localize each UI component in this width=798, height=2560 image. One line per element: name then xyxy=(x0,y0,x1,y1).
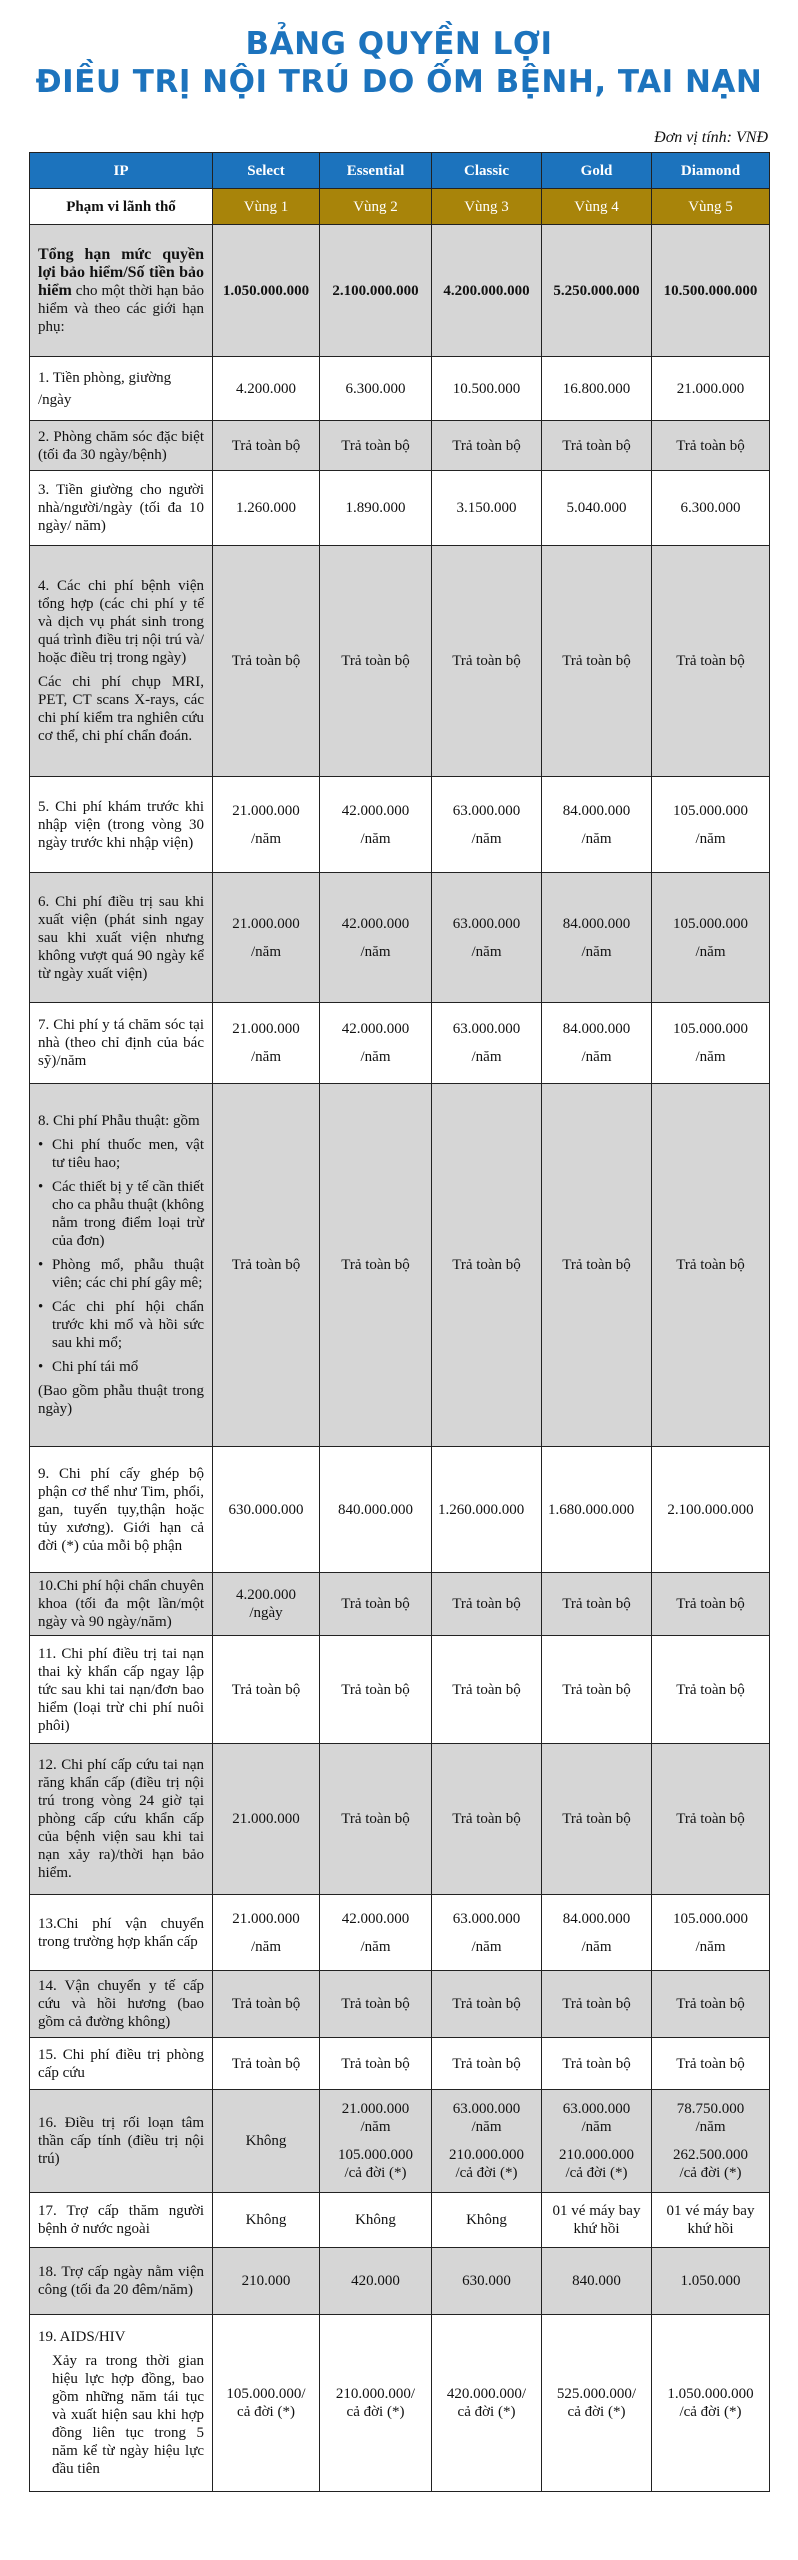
plan-header-diamond: Diamond xyxy=(652,153,770,189)
list-item xyxy=(38,1298,204,1352)
value-period: /năm xyxy=(695,830,726,847)
value-cell: Trả toàn bộ xyxy=(652,2038,770,2090)
value-period: /năm xyxy=(471,2119,502,2135)
region-cell: Vùng 2 xyxy=(320,189,432,225)
value-cell: Trả toàn bộ xyxy=(213,1084,320,1447)
value-cell xyxy=(432,777,542,873)
value-period: /năm xyxy=(695,1049,726,1065)
value-cell xyxy=(542,777,652,873)
value-period: /năm xyxy=(251,1938,281,1955)
value-cell xyxy=(320,2090,432,2193)
benefit-row-4 xyxy=(30,546,770,777)
value-cell: 10.500.000 xyxy=(432,357,542,421)
value-cell: Trả toàn bộ xyxy=(542,2038,652,2090)
row-label: 17. Trợ cấp thăm người bệnh ở nước ngoài xyxy=(30,2193,213,2248)
value-period: /năm xyxy=(251,943,281,960)
region-cell: Vùng 5 xyxy=(652,189,770,225)
value-cell xyxy=(320,1895,432,1971)
value-amount: 210.000.000/ xyxy=(335,2386,416,2402)
scope-label: Phạm vi lãnh thổ xyxy=(30,189,213,225)
row-label: 15. Chi phí điều trị phòng cấp cứu xyxy=(30,2038,213,2090)
plan-header-essential: Essential xyxy=(320,153,432,189)
value-cell: Trả toàn bộ xyxy=(213,421,320,471)
benefit-row-8 xyxy=(30,1084,770,1447)
value-period-lifetime: /cả đời (*) xyxy=(565,2165,628,2181)
value-amount: 42.000.000 xyxy=(341,915,410,932)
value-amount: 21.000.000 xyxy=(341,2101,410,2117)
value-period-lifetime: /cả đời (*) xyxy=(455,2165,518,2181)
value-cell: Trả toàn bộ xyxy=(432,546,542,777)
row-label: 6. Chi phí điều trị sau khi xuất viện (phát sinh ngay sau khi xuất viện nhưng không vượt quá 90 ngày kể từ ngày xuất viện) xyxy=(30,873,213,1003)
value-period-lifetime: /cả đời (*) xyxy=(344,2165,407,2181)
row-label-unit: /ngày xyxy=(38,391,72,408)
list-item xyxy=(38,1178,204,1250)
value-cell: 2.100.000.000 xyxy=(320,225,432,357)
benefit-row-2 xyxy=(30,421,770,471)
region-cell: Vùng 3 xyxy=(432,189,542,225)
row-label-detail: Xảy ra trong thời gian hiệu lực hợp đồng, bao gồm những năm tái tục và xuất hiện sau khi hợp đồng liên tục trong 5 năm kể từ ngày hiệu lực đầu tiên xyxy=(52,2353,204,2477)
value-cell: 5.250.000.000 xyxy=(542,225,652,357)
value-cell: 2.100.000.000 xyxy=(652,1447,770,1573)
value-cell xyxy=(213,2315,320,2492)
value-cell xyxy=(320,1003,432,1084)
benefit-row-12 xyxy=(30,1744,770,1895)
value-cell: Trả toàn bộ xyxy=(213,2038,320,2090)
value-amount: 105.000.000/ xyxy=(226,2386,306,2402)
row-label-detail: Các chi phí chụp MRI, PET, CT scans X-rays, các chi phí kiểm tra nghiên cứu cơ thể, chi phí chẩn đoán. xyxy=(38,674,204,744)
value-period: /năm xyxy=(695,943,726,960)
value-cell: 1.890.000 xyxy=(320,471,432,546)
value-cell: 01 vé máy bay khứ hồi xyxy=(652,2193,770,2248)
value-amount-lifetime: 210.000.000 xyxy=(449,2147,524,2163)
value-amount: 42.000.000 xyxy=(341,1910,410,1927)
value-amount: 1.050.000.000 xyxy=(667,2386,754,2402)
value-cell xyxy=(213,1573,320,1636)
value-cell: Trả toàn bộ xyxy=(320,1573,432,1636)
value-cell: Trả toàn bộ xyxy=(652,1573,770,1636)
value-period: /năm xyxy=(471,1938,502,1955)
row-label xyxy=(30,2315,213,2492)
benefit-row-13 xyxy=(30,1895,770,1971)
row-label: 9. Chi phí cấy ghép bộ phận cơ thể như Tim, phổi, gan, tuyến tụy,thận hoặc tủy xương). Giới hạn cả đời (*) của mỗi bộ phận xyxy=(30,1447,213,1573)
value-amount: 21.000.000 xyxy=(232,802,300,819)
value-period: /năm xyxy=(360,943,391,960)
value-cell: 4.200.000 xyxy=(213,357,320,421)
value-cell: Không xyxy=(213,2193,320,2248)
value-cell: Trả toàn bộ xyxy=(652,1084,770,1447)
value-cell: Trả toàn bộ xyxy=(542,1636,652,1744)
value-period: cả đời (*) xyxy=(567,2404,626,2420)
value-amount: 21.000.000 xyxy=(232,1021,300,1037)
row-label: 7. Chi phí y tá chăm sóc tại nhà (theo chỉ định của bác sỹ)/năm xyxy=(30,1003,213,1084)
benefit-row-15 xyxy=(30,2038,770,2090)
row-label xyxy=(30,225,213,357)
value-cell xyxy=(432,2315,542,2492)
value-period: /năm xyxy=(360,1938,391,1955)
plan-header-classic: Classic xyxy=(432,153,542,189)
total-limit-row xyxy=(30,225,770,357)
benefit-row-18 xyxy=(30,2248,770,2315)
value-cell xyxy=(213,1003,320,1084)
page-subtitle: ĐIỀU TRỊ NỘI TRÚ DO ỐM BỆNH, TAI NẠN xyxy=(35,64,763,100)
bullet-icon: • xyxy=(38,1179,44,1195)
benefit-row-11 xyxy=(30,1636,770,1744)
value-cell: Trả toàn bộ xyxy=(432,421,542,471)
row-label-text: 19. AIDS/HIV xyxy=(38,2329,126,2345)
value-cell: Trả toàn bộ xyxy=(320,1636,432,1744)
value-cell: 630.000 xyxy=(432,2248,542,2315)
plan-header-gold: Gold xyxy=(542,153,652,189)
value-cell xyxy=(432,2090,542,2193)
benefit-row-17 xyxy=(30,2193,770,2248)
bullet-icon: • xyxy=(38,1137,44,1153)
value-amount: 4.200.000 xyxy=(236,1587,296,1603)
value-cell: Trả toàn bộ xyxy=(432,1084,542,1447)
benefit-row-1 xyxy=(30,357,770,421)
value-amount: 420.000.000/ xyxy=(446,2386,527,2402)
benefit-row-10 xyxy=(30,1573,770,1636)
value-cell: 21.000.000 xyxy=(213,1744,320,1895)
value-cell xyxy=(652,1895,770,1971)
value-cell xyxy=(542,1895,652,1971)
value-cell: Trả toàn bộ xyxy=(213,1971,320,2038)
value-cell xyxy=(652,2090,770,2193)
list-item-text: Các chi phí hội chẩn trước khi mổ và hồi sức sau khi mổ; xyxy=(52,1299,204,1351)
value-amount-lifetime: 105.000.000 xyxy=(338,2147,413,2163)
value-cell: 1.050.000 xyxy=(652,2248,770,2315)
value-period: /ngày xyxy=(249,1605,283,1621)
value-cell: Trả toàn bộ xyxy=(542,1573,652,1636)
value-cell: Trả toàn bộ xyxy=(320,421,432,471)
value-cell xyxy=(652,1003,770,1084)
value-amount: 84.000.000 xyxy=(562,802,631,819)
value-amount: 63.000.000 xyxy=(562,2101,631,2117)
row-label: 11. Chi phí điều trị tai nạn thai kỳ khẩn cấp ngay lập tức sau khi tai nạn/đơn bao hiểm (loại trừ chi phí nuôi phôi) xyxy=(30,1636,213,1744)
value-cell: 10.500.000.000 xyxy=(652,225,770,357)
value-cell: Trả toàn bộ xyxy=(213,546,320,777)
scope-row xyxy=(30,189,770,225)
value-amount: 78.750.000 xyxy=(676,2101,745,2117)
value-period: cả đời (*) xyxy=(346,2404,405,2420)
value-cell xyxy=(213,1895,320,1971)
benefit-row-6 xyxy=(30,873,770,1003)
value-period: /năm xyxy=(251,830,281,847)
value-amount: 42.000.000 xyxy=(341,802,410,819)
total-label-rest: cho một thời hạn bảo hiểm và theo các giới hạn phụ: xyxy=(38,282,204,335)
value-cell xyxy=(542,873,652,1003)
row-label: 10.Chi phí hội chẩn chuyên khoa (tối đa một lần/một ngày và 90 ngày/năm) xyxy=(30,1573,213,1636)
value-period: cả đời (*) xyxy=(237,2404,295,2420)
row-label: 12. Chi phí cấp cứu tai nạn răng khẩn cấp (điều trị nội trú trong vòng 24 giờ tại phòng cấp cứu khẩn cấp của bệnh viện sau khi tai nạn xảy ra)/thời hạn bảo hiểm. xyxy=(30,1744,213,1895)
header-row xyxy=(30,153,770,189)
value-amount: 42.000.000 xyxy=(341,1021,410,1037)
benefit-row-14 xyxy=(30,1971,770,2038)
plan-header-select: Select xyxy=(213,153,320,189)
value-cell: 420.000 xyxy=(320,2248,432,2315)
value-cell: 1.260.000.000 xyxy=(432,1447,542,1573)
value-cell: 16.800.000 xyxy=(542,357,652,421)
row-label: 2. Phòng chăm sóc đặc biệt (tối đa 30 ngày/bệnh) xyxy=(30,421,213,471)
value-period: /năm xyxy=(581,1049,612,1065)
benefit-row-7 xyxy=(30,1003,770,1084)
value-amount: 105.000.000 xyxy=(673,915,748,932)
row-label xyxy=(30,546,213,777)
value-cell: Trả toàn bộ xyxy=(432,1971,542,2038)
value-cell: Trả toàn bộ xyxy=(320,1084,432,1447)
value-period: /năm xyxy=(251,1049,281,1065)
value-period: /năm xyxy=(360,830,391,847)
value-cell xyxy=(213,777,320,873)
value-cell: Trả toàn bộ xyxy=(320,546,432,777)
value-cell: Trả toàn bộ xyxy=(432,1744,542,1895)
value-amount: 84.000.000 xyxy=(562,915,631,932)
value-cell xyxy=(652,873,770,1003)
value-amount: 21.000.000 xyxy=(232,1910,300,1927)
value-period-lifetime: /cả đời (*) xyxy=(679,2165,742,2181)
row-label: 16. Điều trị rối loạn tâm thần cấp tính (điều trị nội trú) xyxy=(30,2090,213,2193)
value-cell xyxy=(542,1003,652,1084)
row-label-text: 8. Chi phí Phẫu thuật: gồm xyxy=(38,1113,200,1129)
value-cell xyxy=(213,873,320,1003)
value-amount: 105.000.000 xyxy=(673,1910,748,1927)
value-cell: 210.000 xyxy=(213,2248,320,2315)
benefit-row-3 xyxy=(30,471,770,546)
value-cell: Không xyxy=(320,2193,432,2248)
value-cell: 6.300.000 xyxy=(320,357,432,421)
bullet-icon: • xyxy=(38,1257,44,1273)
value-amount: 63.000.000 xyxy=(452,802,521,819)
value-cell: 4.200.000.000 xyxy=(432,225,542,357)
value-cell: Trả toàn bộ xyxy=(652,1971,770,2038)
total-label-bold: Tổng hạn mức quyền lợi bảo hiểm/Số tiền bảo hiểm xyxy=(38,245,204,299)
value-period: /năm xyxy=(581,2119,612,2135)
value-period: /năm xyxy=(581,1938,612,1955)
bullet-icon: • xyxy=(38,1299,44,1315)
value-cell: Trả toàn bộ xyxy=(652,421,770,471)
value-cell: Trả toàn bộ xyxy=(432,1636,542,1744)
value-cell: 1.260.000 xyxy=(213,471,320,546)
value-period: /năm xyxy=(581,943,612,960)
value-cell xyxy=(652,2315,770,2492)
value-cell: Trả toàn bộ xyxy=(320,1971,432,2038)
benefit-row-5 xyxy=(30,777,770,873)
value-cell xyxy=(652,777,770,873)
list-item xyxy=(38,1136,204,1172)
value-cell: 21.000.000 xyxy=(652,357,770,421)
value-cell: 3.150.000 xyxy=(432,471,542,546)
value-period: /năm xyxy=(360,2119,391,2135)
row-label-text: 4. Các chi phí bệnh viện tổng hợp (các chi phí y tế và dịch vụ phát sinh trong quá trình điều trị nội trú và/ hoặc điều trị trong ngày) xyxy=(38,578,204,666)
value-cell xyxy=(320,2315,432,2492)
value-amount-lifetime: 210.000.000 xyxy=(559,2147,634,2163)
value-cell xyxy=(432,1003,542,1084)
value-period: /năm xyxy=(695,2119,726,2135)
row-label-text: 1. Tiền phòng, giường xyxy=(38,369,172,386)
bullet-icon: • xyxy=(38,1359,44,1375)
value-amount: 63.000.000 xyxy=(452,1021,521,1037)
value-cell: Trả toàn bộ xyxy=(320,1744,432,1895)
value-period: /cả đời (*) xyxy=(679,2404,742,2420)
value-cell xyxy=(320,777,432,873)
value-cell: 1.050.000.000 xyxy=(213,225,320,357)
region-cell: Vùng 1 xyxy=(213,189,320,225)
value-amount: 84.000.000 xyxy=(562,1910,631,1927)
list-item-text: Các thiết bị y tế cần thiết cho ca phẫu thuật (không nằm trong điểm loại trừ của đơn) xyxy=(52,1179,204,1249)
value-cell: Trả toàn bộ xyxy=(542,546,652,777)
row-label: 18. Trợ cấp ngày nằm viện công (tối đa 20 đêm/năm) xyxy=(30,2248,213,2315)
value-cell: Trả toàn bộ xyxy=(542,1744,652,1895)
value-period: /năm xyxy=(360,1049,391,1065)
value-amount: 21.000.000 xyxy=(232,915,300,932)
value-cell: Trả toàn bộ xyxy=(542,1084,652,1447)
value-cell: 840.000 xyxy=(542,2248,652,2315)
benefit-row-9 xyxy=(30,1447,770,1573)
value-cell: Trả toàn bộ xyxy=(432,2038,542,2090)
row-label xyxy=(30,357,213,421)
value-cell: 01 vé máy bay khứ hồi xyxy=(542,2193,652,2248)
benefit-row-16 xyxy=(30,2090,770,2193)
row-label: 14. Vận chuyển y tế cấp cứu và hồi hương (bao gồm cả đường không) xyxy=(30,1971,213,2038)
list-item-text: Chi phí tái mổ xyxy=(52,1359,139,1375)
value-period: /năm xyxy=(581,830,612,847)
value-amount: 525.000.000/ xyxy=(556,2386,637,2402)
value-amount-lifetime: 262.500.000 xyxy=(673,2147,748,2163)
row-label: 13.Chi phí vận chuyển trong trường hợp khẩn cấp xyxy=(30,1895,213,1971)
list-item xyxy=(38,1358,204,1376)
value-cell xyxy=(432,1895,542,1971)
value-amount: 105.000.000 xyxy=(673,802,748,819)
value-cell xyxy=(432,873,542,1003)
plan-header-ip: IP xyxy=(30,153,213,189)
value-period: cả đời (*) xyxy=(457,2404,516,2420)
value-cell xyxy=(320,873,432,1003)
value-period: /năm xyxy=(471,943,502,960)
row-label-note: (Bao gồm phẫu thuật trong ngày) xyxy=(38,1383,204,1417)
value-period: /năm xyxy=(471,1049,502,1065)
value-cell: Trả toàn bộ xyxy=(542,421,652,471)
value-cell xyxy=(542,2090,652,2193)
value-amount: 63.000.000 xyxy=(452,915,521,932)
region-cell: Vùng 4 xyxy=(542,189,652,225)
value-cell: Trả toàn bộ xyxy=(320,2038,432,2090)
value-amount: 105.000.000 xyxy=(673,1021,748,1037)
value-cell xyxy=(542,2315,652,2492)
row-label: 3. Tiền giường cho người nhà/người/ngày (tối đa 10 ngày/ năm) xyxy=(30,471,213,546)
value-cell: Trả toàn bộ xyxy=(652,1744,770,1895)
page-title: BẢNG QUYỀN LỢI xyxy=(245,26,553,62)
value-cell: Trả toàn bộ xyxy=(213,1636,320,1744)
value-amount: 63.000.000 xyxy=(452,1910,521,1927)
value-cell: 840.000.000 xyxy=(320,1447,432,1573)
value-amount: 84.000.000 xyxy=(562,1021,631,1037)
value-cell: Không xyxy=(432,2193,542,2248)
benefits-table xyxy=(29,152,770,2492)
currency-unit: Đơn vị tính: VNĐ xyxy=(654,129,768,146)
value-cell: Trả toàn bộ xyxy=(432,1573,542,1636)
list-item-text: Chi phí thuốc men, vật tư tiêu hao; xyxy=(52,1137,204,1171)
value-cell: Trả toàn bộ xyxy=(652,546,770,777)
value-period: /năm xyxy=(695,1938,726,1955)
value-cell: 6.300.000 xyxy=(652,471,770,546)
value-cell: Trả toàn bộ xyxy=(542,1971,652,2038)
value-cell: Không xyxy=(213,2090,320,2193)
value-amount: 63.000.000 xyxy=(452,2101,521,2117)
row-label: 5. Chi phí khám trước khi nhập viện (trong vòng 30 ngày trước khi nhập viện) xyxy=(30,777,213,873)
row-label xyxy=(30,1084,213,1447)
list-item-text: Phòng mổ, phẫu thuật viên; các chi phí gây mê; xyxy=(52,1257,204,1291)
value-cell: 1.680.000.000 xyxy=(542,1447,652,1573)
value-cell: Trả toàn bộ xyxy=(652,1636,770,1744)
value-cell: 630.000.000 xyxy=(213,1447,320,1573)
value-period: /năm xyxy=(471,830,502,847)
list-item xyxy=(38,1256,204,1292)
value-cell: 5.040.000 xyxy=(542,471,652,546)
benefit-row-19 xyxy=(30,2315,770,2492)
